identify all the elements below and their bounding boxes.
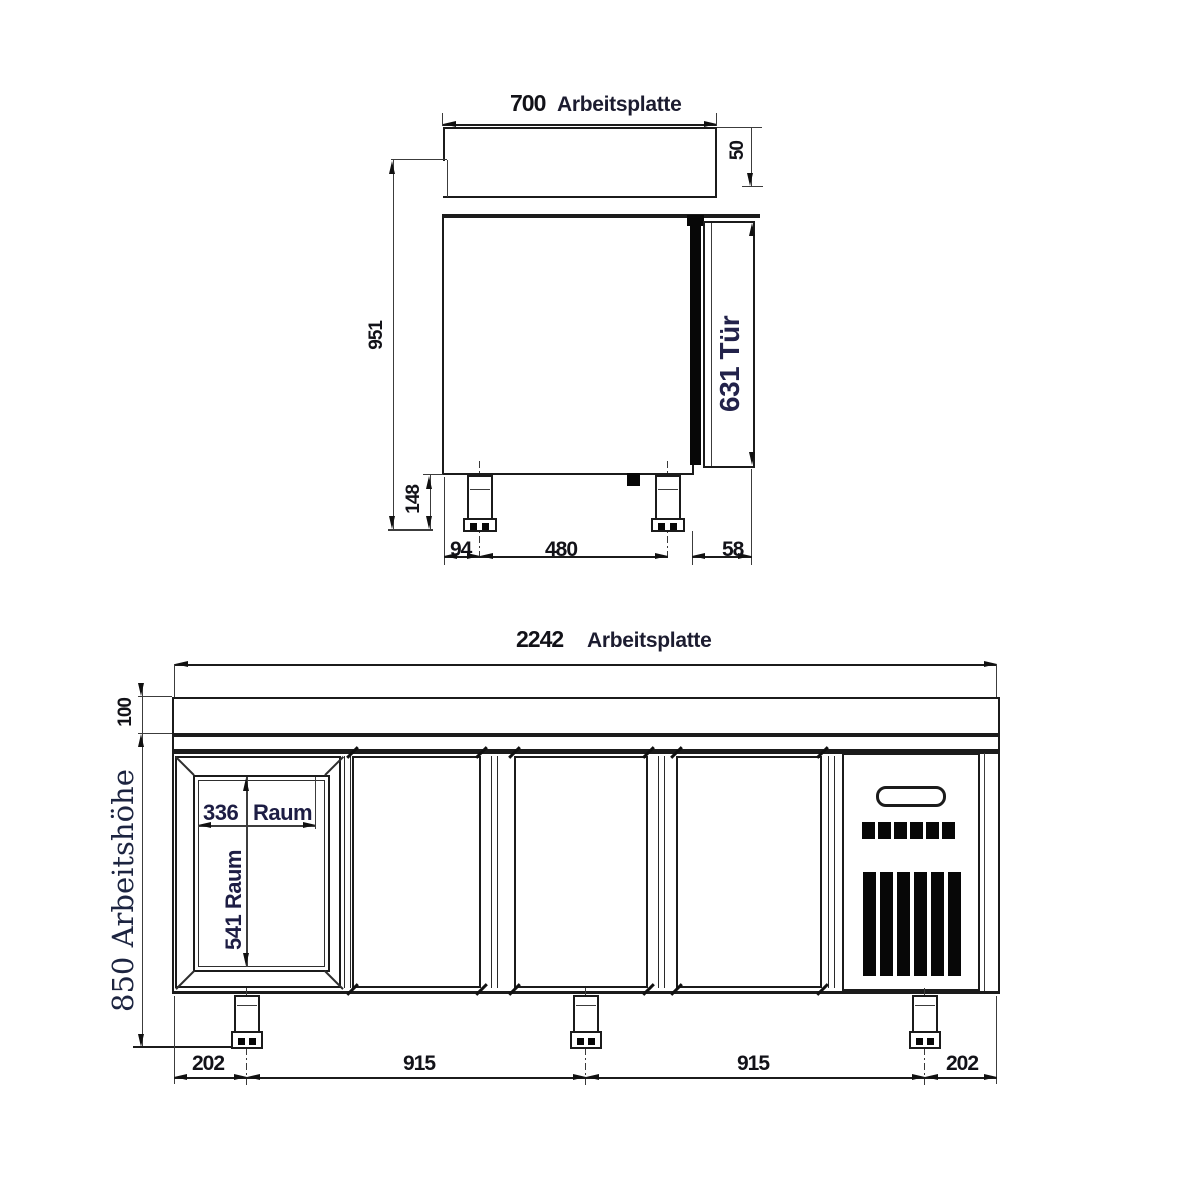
door-2-outline — [352, 756, 481, 988]
foot-mark — [249, 1038, 256, 1045]
dim-951-value: 951 — [366, 321, 387, 350]
door-height-label: 631 Tür — [714, 315, 745, 412]
arrowhead — [573, 1074, 586, 1080]
dim-58-value: 58 — [722, 538, 744, 561]
panel-edge-line — [984, 753, 985, 991]
dim-202-right: 202 — [946, 1052, 979, 1075]
arrowhead — [247, 1074, 260, 1080]
vent-bar — [863, 872, 876, 976]
side-worktop-width-value: 700 — [510, 90, 546, 116]
working-height-label: 850 Arbeitshöhe — [106, 769, 140, 1012]
extension-line — [315, 777, 316, 829]
dim-line-2242 — [175, 664, 997, 666]
dim-915-left: 915 — [403, 1052, 436, 1075]
dim-148-value: 148 — [403, 485, 424, 514]
foot-flange — [231, 1031, 263, 1049]
leg — [912, 995, 938, 1033]
vent-square — [942, 822, 955, 839]
leg-detail-line — [915, 1005, 935, 1006]
dim-480-value: 480 — [545, 538, 578, 561]
dim-50-value: 50 — [727, 141, 748, 161]
dim-202-left: 202 — [192, 1052, 225, 1075]
foot-flange — [570, 1031, 602, 1049]
mullion-strip — [828, 756, 835, 988]
mullion-strip — [658, 756, 665, 988]
arrowhead — [174, 1074, 187, 1080]
mullion-strip — [344, 756, 351, 988]
vent-bar — [897, 872, 910, 976]
vent-square — [894, 822, 907, 839]
vent-bar — [931, 872, 944, 976]
vent-square — [878, 822, 891, 839]
leg — [234, 995, 260, 1033]
compartment-width-unit: Raum — [253, 800, 313, 825]
foot-mark — [577, 1038, 584, 1045]
extension-line — [138, 696, 172, 697]
dim-915-right: 915 — [737, 1052, 770, 1075]
door-4-outline — [676, 756, 822, 988]
extension-line — [174, 996, 175, 1084]
handle-slot — [876, 786, 946, 807]
arrowhead — [912, 1074, 925, 1080]
floor-line — [133, 1046, 236, 1048]
extension-line — [996, 664, 997, 698]
foot-mark — [927, 1038, 934, 1045]
foot-mark — [238, 1038, 245, 1045]
vent-square — [862, 822, 875, 839]
compartment-height-label: 541 Raum — [221, 850, 246, 950]
arrowhead — [984, 1074, 997, 1080]
arrowhead — [175, 661, 188, 667]
worktop-front-outline — [172, 697, 1000, 735]
body-bottom-edge — [172, 991, 1000, 994]
extension-line — [174, 664, 175, 698]
arrowhead — [586, 1074, 599, 1080]
leg-detail-line — [576, 1005, 596, 1006]
front-worktop-width-value: 2242 — [516, 626, 564, 652]
arrowhead — [243, 953, 249, 966]
foot-flange — [909, 1031, 941, 1049]
dim-94-value: 94 — [450, 538, 472, 561]
door-3-outline — [514, 756, 648, 988]
compartment-width-value: 336 — [203, 800, 239, 825]
foot-mark — [916, 1038, 923, 1045]
vent-bar — [914, 872, 927, 976]
vent-square — [910, 822, 923, 839]
leg — [573, 995, 599, 1033]
mullion-strip — [491, 756, 498, 988]
side-worktop-width-label: Arbeitsplatte — [557, 93, 682, 116]
vent-bar — [880, 872, 893, 976]
vent-bar — [948, 872, 961, 976]
arrowhead — [138, 683, 144, 696]
arrowhead — [138, 734, 144, 747]
arrowhead — [925, 1074, 938, 1080]
dim-100-value: 100 — [115, 698, 136, 727]
leg-detail-line — [237, 1005, 257, 1006]
extension-line — [996, 996, 997, 1084]
front-worktop-width-label: Arbeitsplatte — [587, 629, 712, 652]
vent-square — [926, 822, 939, 839]
arrowhead — [234, 1074, 247, 1080]
arrowhead — [243, 778, 249, 791]
foot-mark — [588, 1038, 595, 1045]
